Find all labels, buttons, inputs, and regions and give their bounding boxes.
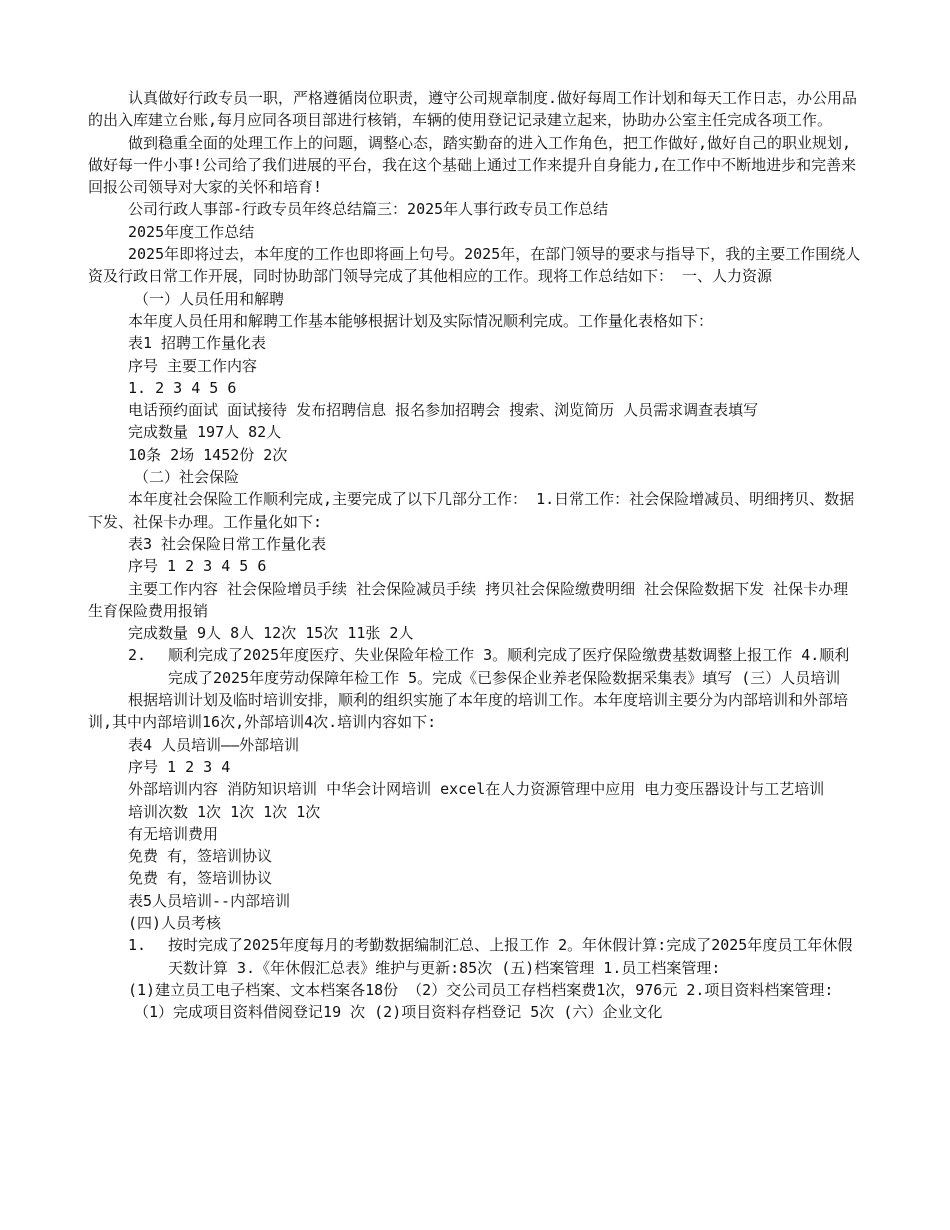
paragraph: 表4 人员培训——外部培训	[128, 735, 300, 754]
paragraph: （1）完成项目资料借阅登记19 次 (2)项目资料存档登记 5次 (六）企业文化	[134, 1003, 663, 1022]
paragraph: 序号 1 2 3 4	[128, 757, 231, 776]
paragraph: 公司行政人事部-行政专员年终总结篇三：2025年人事行政专员工作总结	[128, 200, 609, 219]
paragraph: 本年度人员任用和解聘工作基本能够根据计划及实际情况顺利完成。工作量化表格如下：	[128, 311, 714, 330]
paragraph: （一）人员任用和解聘	[134, 289, 285, 308]
paragraph: (四)人员考核	[128, 913, 222, 932]
paragraph: 10条 2场 1452份 2次	[128, 445, 288, 464]
paragraph: 认真做好行政专员一职，严格遵循岗位职责，遵守公司规章制度.做好每周工作计划和每天工作日志，办公用品的出入库建立台账,每月应同各项目部进行核销，车辆的使用登记记录建立起来，协助办公室主任完成各项工作。	[88, 89, 858, 130]
paragraph: 主要工作内容 社会保险增员手续 社会保险减员手续 拷贝社会保险缴费明细 社会保险数据下发 社保卡办理 生育保险费用报销	[88, 579, 849, 620]
paragraph: 2025年度工作总结	[128, 222, 255, 241]
paragraph: 本年度社会保险工作顺利完成,主要完成了以下几部分工作： 1.日常工作：社会保险增减员、明细拷贝、数据下发、社保卡办理。工作量化如下:	[88, 490, 855, 531]
paragraph: 表3 社会保险日常工作量化表	[128, 534, 327, 553]
paragraph: 免费 有，签培训协议	[128, 847, 273, 866]
list-item-text: 按时完成了2025年度每月的考勤数据编制汇总、上报工作 2。年休假计算:完成了2025年度员工年休假天数计算 3.《年休假汇总表》维护与更新:85次 (五)档案管理 1.员工档案管理:	[168, 936, 853, 977]
paragraph: 完成数量 9人 8人 12次 15次 11张 2人	[128, 624, 414, 643]
paragraph: 电话预约面试 面试接待 发布招聘信息 报名参加招聘会 搜索、浏览简历 人员需求调查表填写	[128, 401, 759, 420]
paragraph: 根据培训计划及临时培训安排，顺利的组织实施了本年度的培训工作。本年度培训主要分为内部培训和外部培训,其中内部培训16次,外部培训4次.培训内容如下:	[88, 691, 849, 732]
paragraph: 表5人员培训--内部培训	[128, 891, 291, 910]
numbered-paragraph	[88, 934, 864, 979]
paragraph: 表1 招聘工作量化表	[128, 334, 267, 353]
list-item-text: 顺利完成了2025年度医疗、失业保险年检工作 3。顺利完成了医疗保险缴费基数调整上报工作 4.顺利完成了2025年度劳动保障年检工作 5。完成《已参保企业养老保险数据采集表》填写 (三）人员培训	[168, 646, 850, 687]
paragraph: (1)建立员工电子档案、文本档案各18份 （2）交公司员工存档档案费1次，976元 2.项目资料档案管理:	[128, 980, 834, 999]
paragraph: 序号 1 2 3 4 5 6	[128, 557, 267, 576]
document-body	[88, 87, 864, 1023]
paragraph: 做到稳重全面的处理工作上的问题，调整心态，踏实勤奋的进入工作角色，把工作做好,做好自己的职业规划,做好每一件小事!公司给了我们进展的平台，我在这个基础上通过工作来提升自身能力,在工作中不断地进步和完善来回报公司领导对大家的关怀和培育!	[88, 133, 857, 197]
list-number: 1.	[128, 936, 147, 955]
paragraph: 有无培训费用	[128, 824, 219, 843]
numbered-paragraph	[88, 644, 864, 689]
paragraph: 序号 主要工作内容	[128, 356, 258, 375]
paragraph: 1. 2 3 4 5 6	[128, 378, 237, 397]
paragraph: 外部培训内容 消防知识培训 中华会计网培训 excel在人力资源管理中应用 电力变压器设计与工艺培训	[128, 780, 825, 799]
paragraph: 2025年即将过去，本年度的工作也即将画上句号。2025年，在部门领导的要求与指导下，我的主要工作围绕人资及行政日常工作开展，同时协助部门领导完成了其他相应的工作。现将工作总结如下： 一、人力资源	[88, 245, 861, 286]
paragraph: 培训次数 1次 1次 1次 1次	[128, 802, 321, 821]
list-number: 2.	[128, 646, 147, 665]
paragraph: （二）社会保险	[134, 468, 240, 487]
paragraph: 完成数量 197人 82人	[128, 423, 282, 442]
paragraph: 免费 有，签培训协议	[128, 869, 273, 888]
